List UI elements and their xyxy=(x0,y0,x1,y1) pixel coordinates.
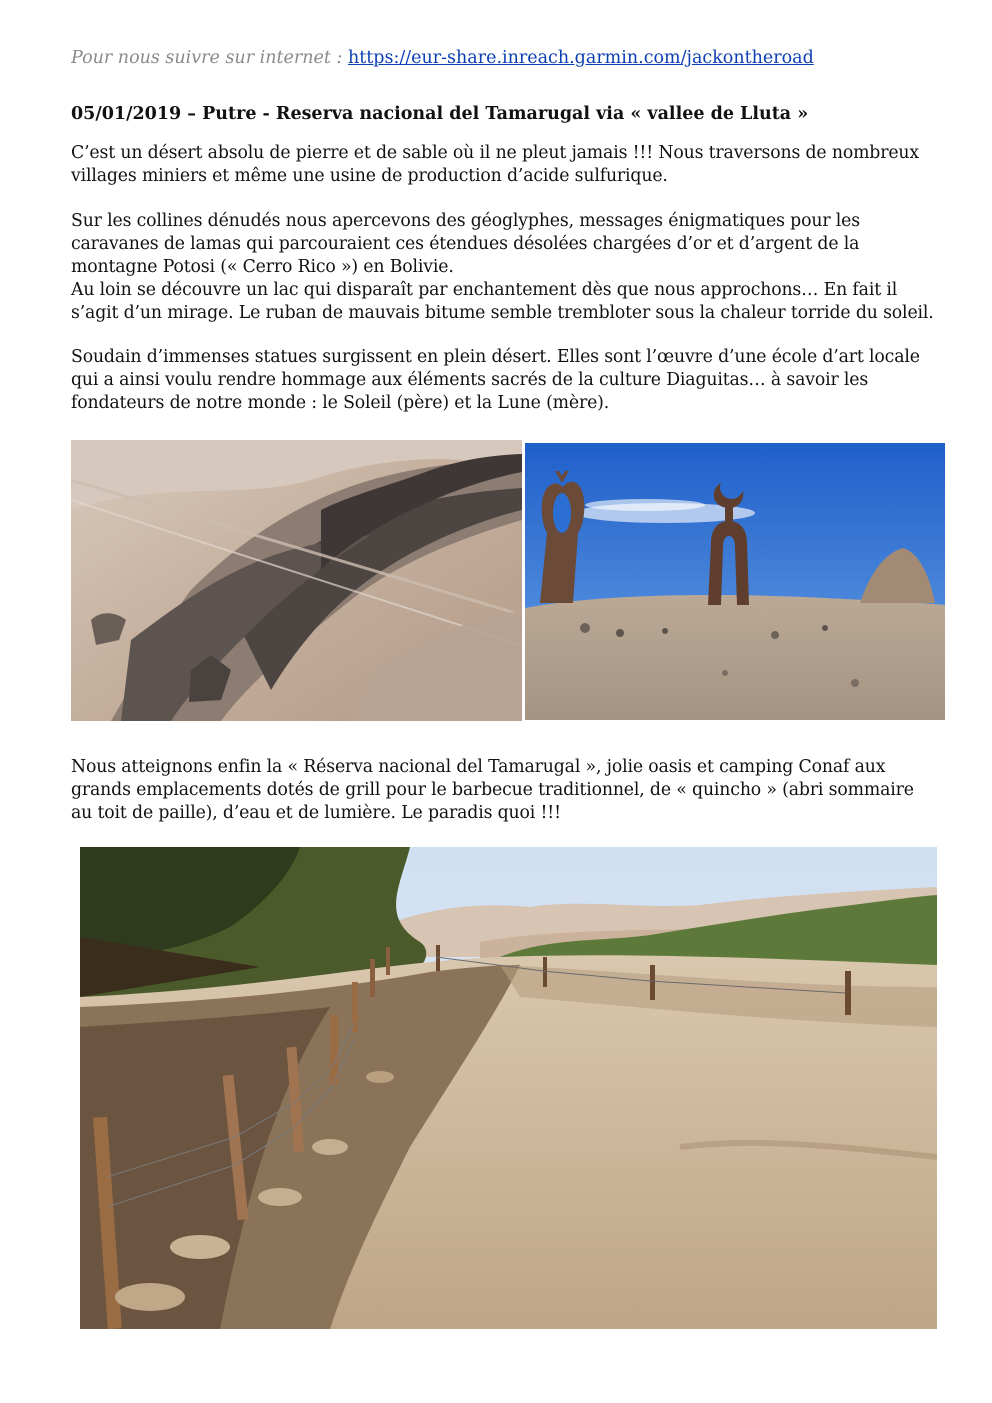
text-line: grands emplacements dotés de grill pour le barbecue traditionnel, de « quincho » (abri sommaire xyxy=(71,780,914,800)
text-line: au toit de paille), d’eau et de lumière. Le paradis quoi !!! xyxy=(71,803,561,823)
text-line: Nous atteignons enfin la « Réserva nacional del Tamarugal », jolie oasis et camping Conaf aux xyxy=(71,757,886,777)
paragraph-statues xyxy=(71,346,951,415)
text-line: villages miniers et même une usine de production d’acide sulfurique. xyxy=(71,166,668,186)
text-line: Soudain d’immenses statues surgissent en plein désert. Elles sont l’œuvre d’une école d’art locale xyxy=(71,347,920,367)
page-title: 05/01/2019 – Putre - Reserva nacional del Tamarugal via « vallee de Lluta » xyxy=(71,104,809,124)
text-line: qui a ainsi voulu rendre hommage aux éléments sacrés de la culture Diaguitas… à savoir les xyxy=(71,370,869,390)
text-line: s’agit d’un mirage. Le ruban de mauvais bitume semble trembloter sous la chaleur torride du soleil. xyxy=(71,303,934,323)
diaguitas-statues-photo xyxy=(525,443,945,720)
text-line: Au loin se découvre un lac qui disparaît par enchantement dès que nous approchons… En fait il xyxy=(71,280,898,300)
follow-intro: Pour nous suivre sur internet : xyxy=(71,48,348,68)
tracking-link[interactable]: https://eur-share.inreach.garmin.com/jackontheroad xyxy=(347,48,814,68)
paragraph-geoglyphs xyxy=(71,210,951,325)
text-line: Sur les collines dénudés nous apercevons des géoglyphes, messages énigmatiques pour les xyxy=(71,211,860,231)
paragraph-tamarugal xyxy=(71,756,951,825)
tamarugal-oasis-photo xyxy=(80,847,937,1329)
geoglyph-hillside-photo xyxy=(71,440,522,721)
text-line: fondateurs de notre monde : le Soleil (père) et la Lune (mère). xyxy=(71,393,610,413)
text-line: caravanes de lamas qui parcouraient ces étendues désolées chargées d’or et d’argent de la xyxy=(71,234,860,254)
follow-line xyxy=(71,48,951,68)
text-line: C’est un désert absolu de pierre et de sable où il ne pleut jamais !!! Nous traversons de nombreux xyxy=(71,143,919,163)
paragraph-desert xyxy=(71,142,951,188)
text-line: montagne Potosi (« Cerro Rico ») en Bolivie. xyxy=(71,257,454,277)
